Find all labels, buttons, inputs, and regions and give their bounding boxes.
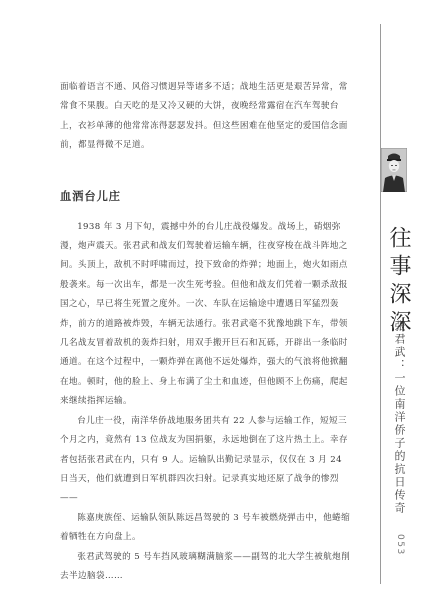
paragraph-2: 1938 年 3 月下旬，震撼中外的台儿庄战役爆发。战场上，硝烟弥漫，炮声震天。张君武和战友们驾驶着运输车辆，往夜穿梭在战斗阵地之间。头顶上，敌机不时呼啸而过，投下致命的炸弹；地面上，炮火如雨点般袭来。每一次出车，都是一次生死考验。但他和战友们凭着一颗杀敌报国之心，早已将生死置之度外。一次、车队在运输途中遭遇日军猛烈轰炸，前方的道路被炸毁，车辆无法通行。张君武毫不犹豫地跳下车，带领几名战友冒着敌机的轰炸扫射，用双手搬开巨石和瓦砾，开辟出一条临时通道。在这个过程中，一颗炸弹在离他不远处爆炸，强大的气浪将他掀翻在地。顿时，他的脸上、身上布满了尘土和血迹，但他顾不上伤痛，爬起来继续指挥运输。: [60, 221, 348, 407]
paragraph-5: 张君武驾驶的 5 号车挡风玻璃糊满脑浆——副驾的北大学生被航炮削去半边脑袋……: [60, 551, 351, 581]
vertical-title: 往事深深: [386, 226, 411, 338]
paragraph-1: 面临着语言不通、风俗习惯迥异等诸多不适；战地生活更是艰苦异常，常常食不果腹。白天吃的是又冷又硬的大饼，夜晚经常露宿在汽车驾驶台上，衣衫单薄的他常常冻得瑟瑟发抖。但这些困难在他坚定的爱国信念面前，都显得微不足道。: [60, 82, 348, 151]
paragraph-4: 陈嘉庚族侄、运输队领队陈远昌驾驶的 3 号车被燃烧弹击中，他蜷缩着牺牲在方向盘上。: [60, 512, 351, 543]
vertical-subtitle: 张君武：一位南洋侨子的抗日传奇: [393, 320, 406, 515]
body-text: [60, 78, 352, 586]
page-number: 053: [395, 534, 405, 556]
section-title: 血洒台儿庄: [60, 188, 121, 203]
sidebar-divider: [380, 24, 381, 584]
paragraph-3: 台儿庄一役，南洋华侨战地服务团共有 22 人参与运输工作，短短三个月之内，竟然有 13 位战友为国捐躯，永远地倒在了这片热土上。幸存者包括张君武在内，只有 9 人。运输队出勤记录显示，仅仅在 3 月 24 日当天，他们就遭到日军机群四次扫射。记录真实地还原了战争的惨烈——: [60, 415, 348, 504]
portrait-image: [381, 148, 407, 192]
